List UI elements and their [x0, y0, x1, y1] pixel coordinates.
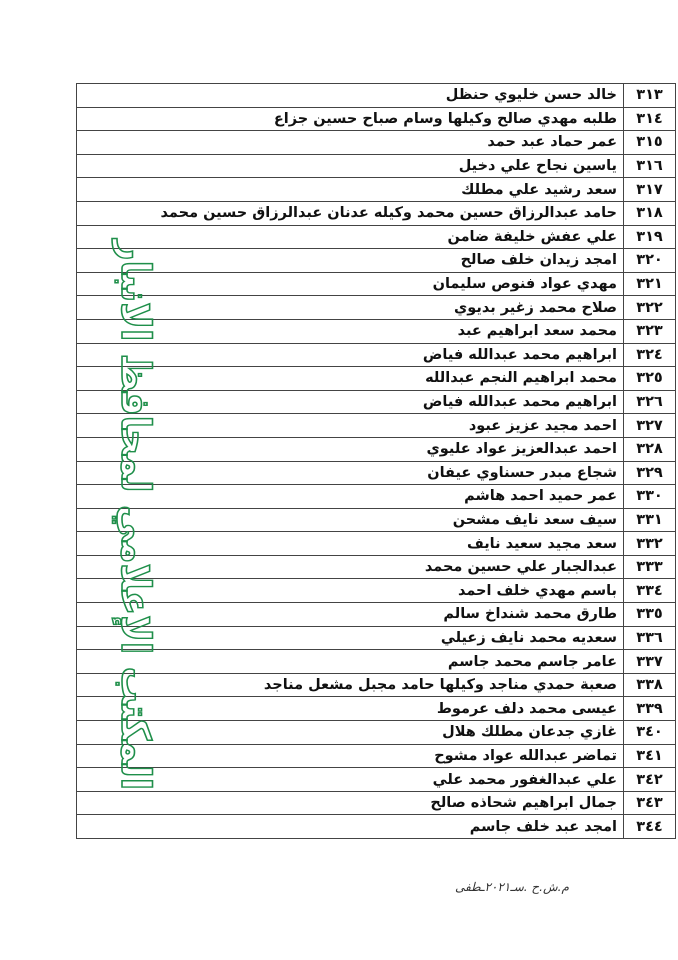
- row-number: ٣٢٥: [624, 367, 676, 391]
- row-number: ٣٣٥: [624, 603, 676, 627]
- table-row: [77, 249, 676, 273]
- table-row: [77, 626, 676, 650]
- row-name: خالد حسن خليوي حنظل: [77, 84, 624, 108]
- row-name: سعديه محمد نايف زعيلي: [77, 626, 624, 650]
- row-name: حامد عبدالرزاق حسين محمد وكيله عدنان عبدالرزاق حسين محمد: [77, 201, 624, 225]
- row-name: طارق محمد شنداخ سالم: [77, 603, 624, 627]
- row-name: احمد عبدالعزيز عواد عليوي: [77, 437, 624, 461]
- row-number: ٣١٧: [624, 178, 676, 202]
- table-row: [77, 343, 676, 367]
- table-row: [77, 650, 676, 674]
- table-row: [77, 225, 676, 249]
- row-number: ٣٣١: [624, 508, 676, 532]
- table-row: [77, 367, 676, 391]
- row-number: ٣٤٣: [624, 791, 676, 815]
- row-number: ٣٢٦: [624, 390, 676, 414]
- signature-note: م.ش.ح .سـ٢٠٢١ـطفى: [455, 880, 569, 894]
- row-number: ٣٢٢: [624, 296, 676, 320]
- row-number: ٣١٦: [624, 154, 676, 178]
- row-number: ٣٢١: [624, 272, 676, 296]
- names-table-body: [77, 84, 676, 839]
- row-name: عمر حماد عبد حمد: [77, 131, 624, 155]
- row-name: عامر جاسم محمد جاسم: [77, 650, 624, 674]
- table-row: [77, 414, 676, 438]
- row-name: ابراهيم محمد عبدالله فياض: [77, 390, 624, 414]
- row-name: طلبه مهدي صالح وكيلها وسام صباح حسين جزاع: [77, 107, 624, 131]
- row-name: امجد زيدان خلف صالح: [77, 249, 624, 273]
- table-row: [77, 791, 676, 815]
- row-name: محمد ابراهيم النجم عبدالله: [77, 367, 624, 391]
- row-number: ٣٣٣: [624, 555, 676, 579]
- row-number: ٣٤٢: [624, 768, 676, 792]
- row-number: ٣٢٧: [624, 414, 676, 438]
- row-name: عيسى محمد دلف عرموط: [77, 697, 624, 721]
- row-number: ٣٣٢: [624, 532, 676, 556]
- row-number: ٣١٨: [624, 201, 676, 225]
- table-row: [77, 603, 676, 627]
- row-name: ابراهيم محمد عبدالله فياض: [77, 343, 624, 367]
- names-table: [76, 83, 676, 839]
- table-row: [77, 154, 676, 178]
- row-number: ٣٢٤: [624, 343, 676, 367]
- table-row: [77, 815, 676, 839]
- table-row: [77, 768, 676, 792]
- row-name: ياسين نجاح علي دخيل: [77, 154, 624, 178]
- table-row: [77, 744, 676, 768]
- row-number: ٣٣٩: [624, 697, 676, 721]
- table-row: [77, 461, 676, 485]
- table-row: [77, 697, 676, 721]
- table-row: [77, 272, 676, 296]
- row-name: غازي جدعان مطلك هلال: [77, 721, 624, 745]
- row-number: ٣٣٧: [624, 650, 676, 674]
- row-name: احمد مجيد عزيز عبود: [77, 414, 624, 438]
- row-name: شجاع مبدر حسناوي عيفان: [77, 461, 624, 485]
- table-row: [77, 485, 676, 509]
- row-name: عبدالجبار علي حسين محمد: [77, 555, 624, 579]
- row-name: عمر حميد احمد هاشم: [77, 485, 624, 509]
- table-row: [77, 555, 676, 579]
- row-number: ٣٣٤: [624, 579, 676, 603]
- row-number: ٣١٥: [624, 131, 676, 155]
- table-row: [77, 178, 676, 202]
- row-name: سيف سعد نايف مشحن: [77, 508, 624, 532]
- row-number: ٣٣٨: [624, 673, 676, 697]
- table-row: [77, 131, 676, 155]
- table-row: [77, 107, 676, 131]
- table-row: [77, 201, 676, 225]
- row-number: ٣٣٦: [624, 626, 676, 650]
- table-row: [77, 579, 676, 603]
- row-name: علي عفش خليفة ضامن: [77, 225, 624, 249]
- row-name: علي عبدالغفور محمد علي: [77, 768, 624, 792]
- table-row: [77, 508, 676, 532]
- table-row: [77, 296, 676, 320]
- row-name: جمال ابراهيم شحاذه صالح: [77, 791, 624, 815]
- table-row: [77, 673, 676, 697]
- row-name: محمد سعد ابراهيم عبد: [77, 319, 624, 343]
- row-number: ٣٢٣: [624, 319, 676, 343]
- watermark-text: المكتب الإعلامي لمحافظ الانبار: [112, 240, 158, 795]
- table-row: [77, 390, 676, 414]
- row-number: ٣١٤: [624, 107, 676, 131]
- row-number: ٣٤٤: [624, 815, 676, 839]
- table-row: [77, 721, 676, 745]
- row-number: ٣٣٠: [624, 485, 676, 509]
- table-row: [77, 437, 676, 461]
- row-number: ٣٢٨: [624, 437, 676, 461]
- row-number: ٣٤٠: [624, 721, 676, 745]
- row-name: سعد مجيد سعيد نايف: [77, 532, 624, 556]
- row-name: تماضر عبدالله عواد مشوح: [77, 744, 624, 768]
- row-number: ٣٢٩: [624, 461, 676, 485]
- table-row: [77, 532, 676, 556]
- row-name: صعبة حمدي مناجد وكيلها حامد مجبل مشعل مناجد: [77, 673, 624, 697]
- row-name: مهدي عواد فنوص سليمان: [77, 272, 624, 296]
- row-number: ٣٢٠: [624, 249, 676, 273]
- row-number: ٣١٩: [624, 225, 676, 249]
- row-number: ٣٤١: [624, 744, 676, 768]
- row-number: ٣١٣: [624, 84, 676, 108]
- row-name: باسم مهدي خلف احمد: [77, 579, 624, 603]
- row-name: امجد عبد خلف جاسم: [77, 815, 624, 839]
- row-name: سعد رشيد علي مطلك: [77, 178, 624, 202]
- row-name: صلاح محمد زغير بديوي: [77, 296, 624, 320]
- table-row: [77, 84, 676, 108]
- table-row: [77, 319, 676, 343]
